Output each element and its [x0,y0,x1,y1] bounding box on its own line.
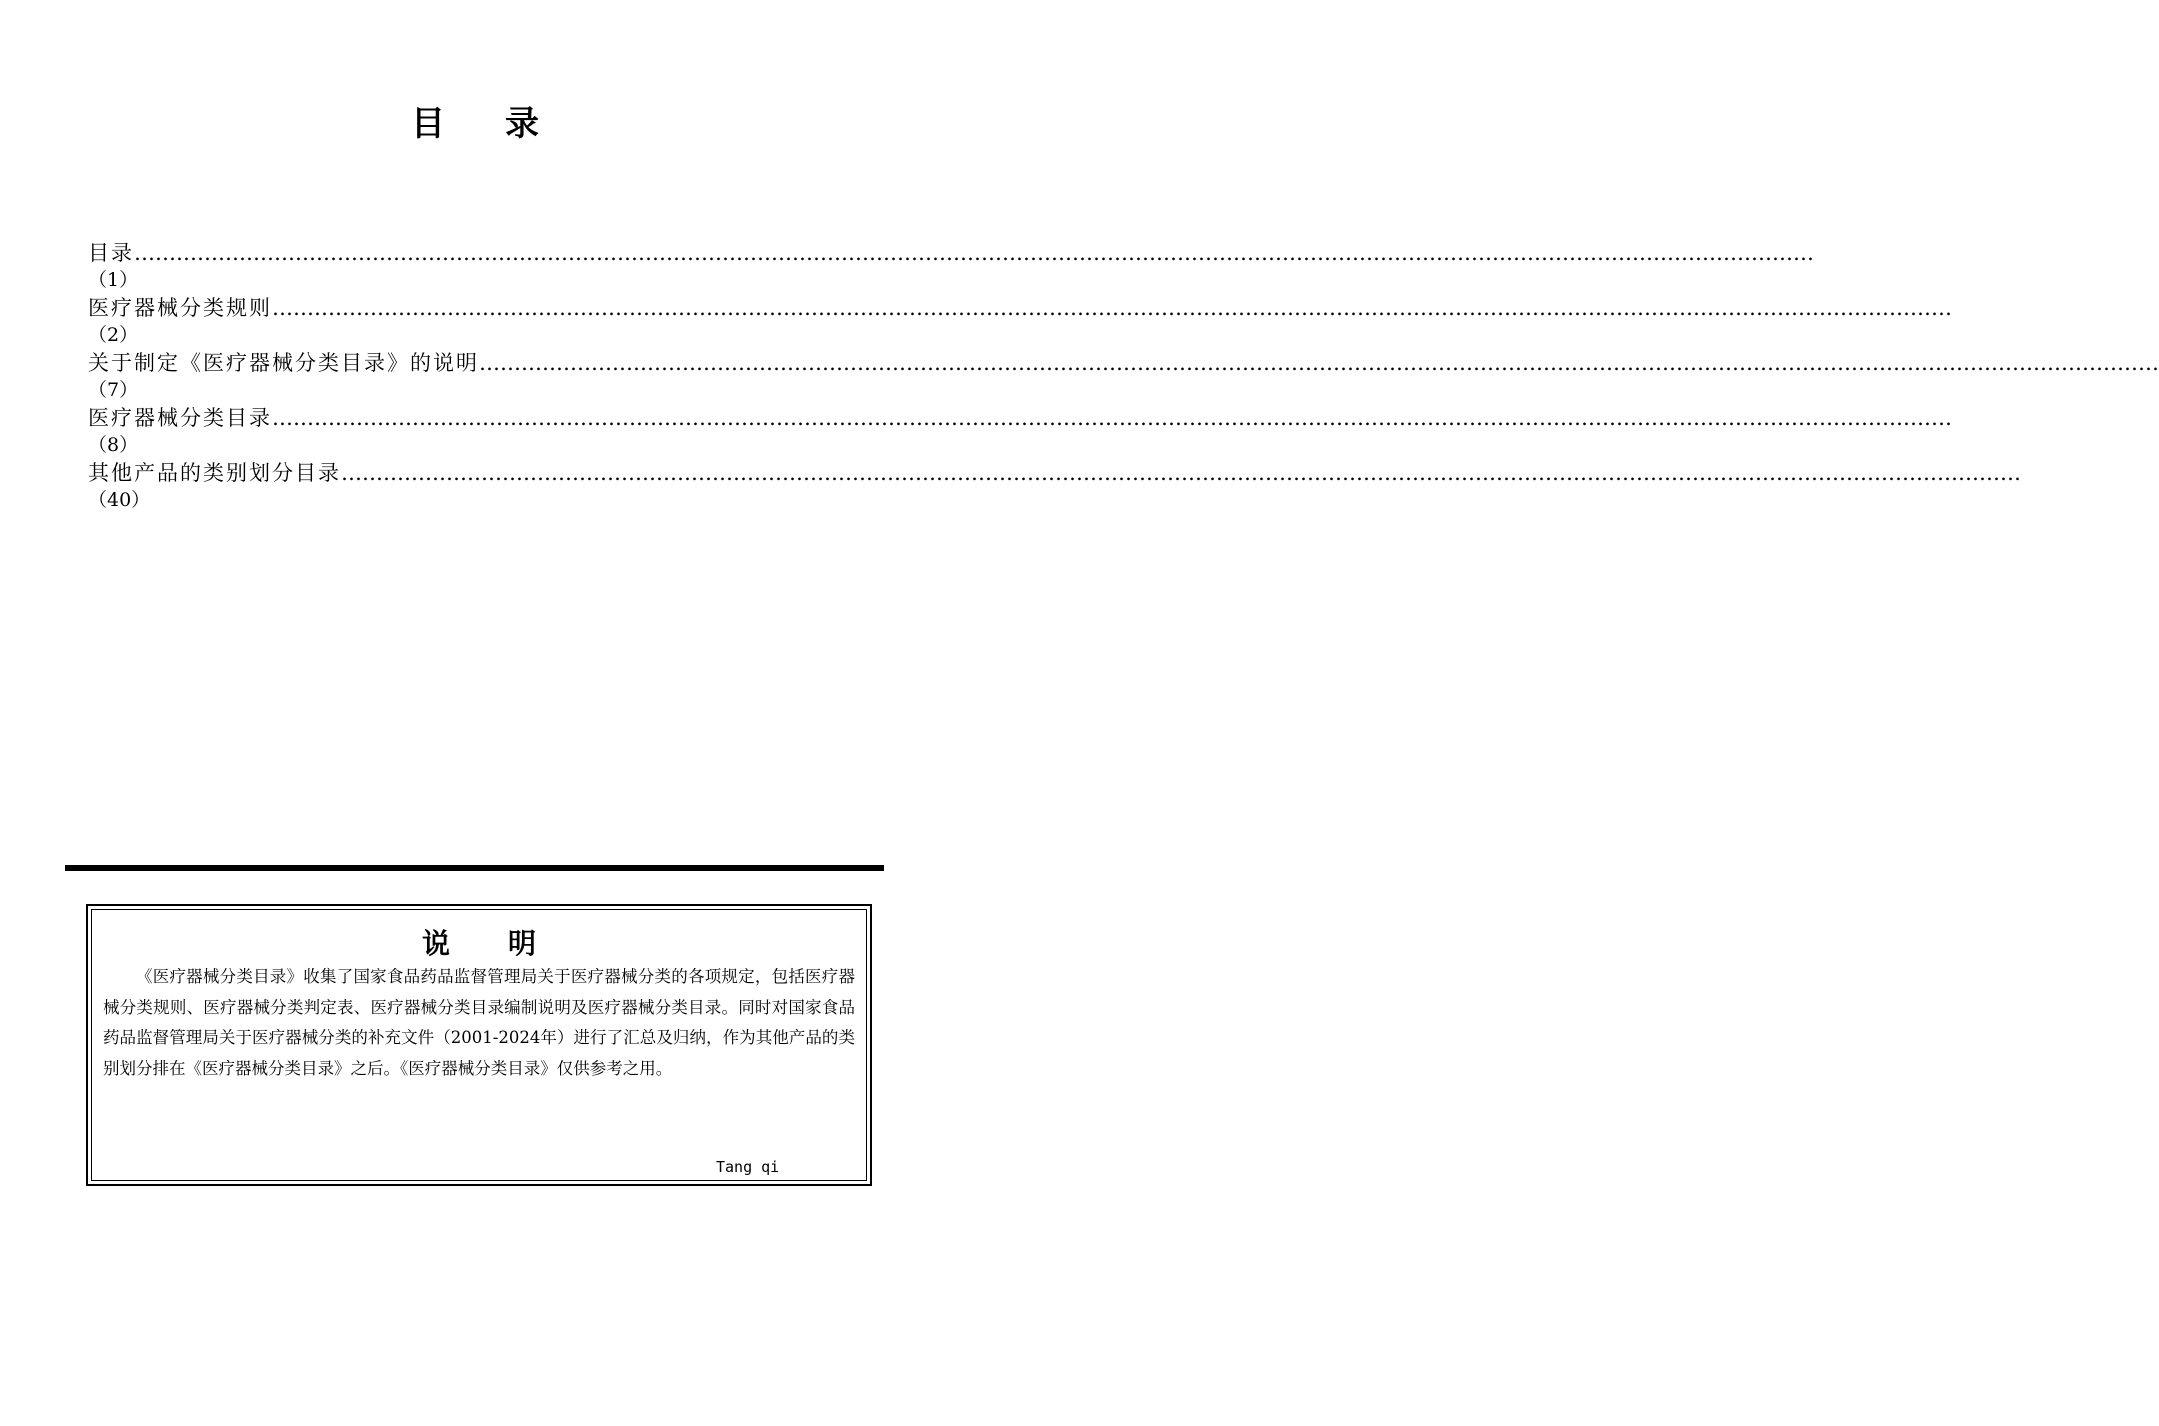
toc-entry-title: 其他产品的类别划分目录 [88,461,341,485]
note-author: Tang qi [716,1158,780,1176]
page-title: 目录 [411,104,599,144]
toc-leader: …………………………………………………………………………………………………………………………………………………………………………………………………………………… [134,241,1814,265]
toc-leader: …………………………………………………………………………………………………………………………………………………………………………………………………………………… [479,351,2159,375]
toc-entry-page: （2） [88,324,139,346]
toc-entry[interactable] [88,238,1814,293]
toc-leader: …………………………………………………………………………………………………………………………………………………………………………………………………………………… [272,406,1952,430]
toc-entry-title: 关于制定《医疗器械分类目录》的说明 [88,351,479,375]
toc-entry-page: （40） [88,489,151,511]
toc-entry-page: （7） [88,379,139,401]
toc-entry-title: 医疗器械分类规则 [88,296,272,320]
note-body: 《医疗器械分类目录》收集了国家食品药品监督管理局关于医疗器械分类的各项规定，包括医疗器械分类规则、医疗器械分类判定表、医疗器械分类目录编制说明及医疗器械分类目录。同时对国家食品药品监督管理局关于医疗器械分类的补充文件（2001-2024年）进行了汇总及归纳，作为其他产品的类别划分排在《医疗器械分类目录》之后。《医疗器械分类目录》仅供参考之用。 [103,967,855,1078]
note-box [86,904,872,1186]
toc-entry[interactable] [88,458,2021,513]
toc-leader: …………………………………………………………………………………………………………………………………………………………………………………………………………………… [341,461,2021,485]
note-title: 说明 [421,927,594,960]
toc-entry-page: （1） [88,269,139,291]
toc-entry[interactable] [88,293,1952,348]
toc-entry-title: 医疗器械分类目录 [88,406,272,430]
toc-leader: …………………………………………………………………………………………………………………………………………………………………………………………………………………… [272,296,1952,320]
toc-entry-title: 目录 [88,241,134,265]
toc-entry-page: （8） [88,434,139,456]
toc-entry[interactable] [88,348,2159,403]
horizontal-divider [65,865,884,871]
toc-entry[interactable] [88,403,1952,458]
table-of-contents [88,238,2159,513]
